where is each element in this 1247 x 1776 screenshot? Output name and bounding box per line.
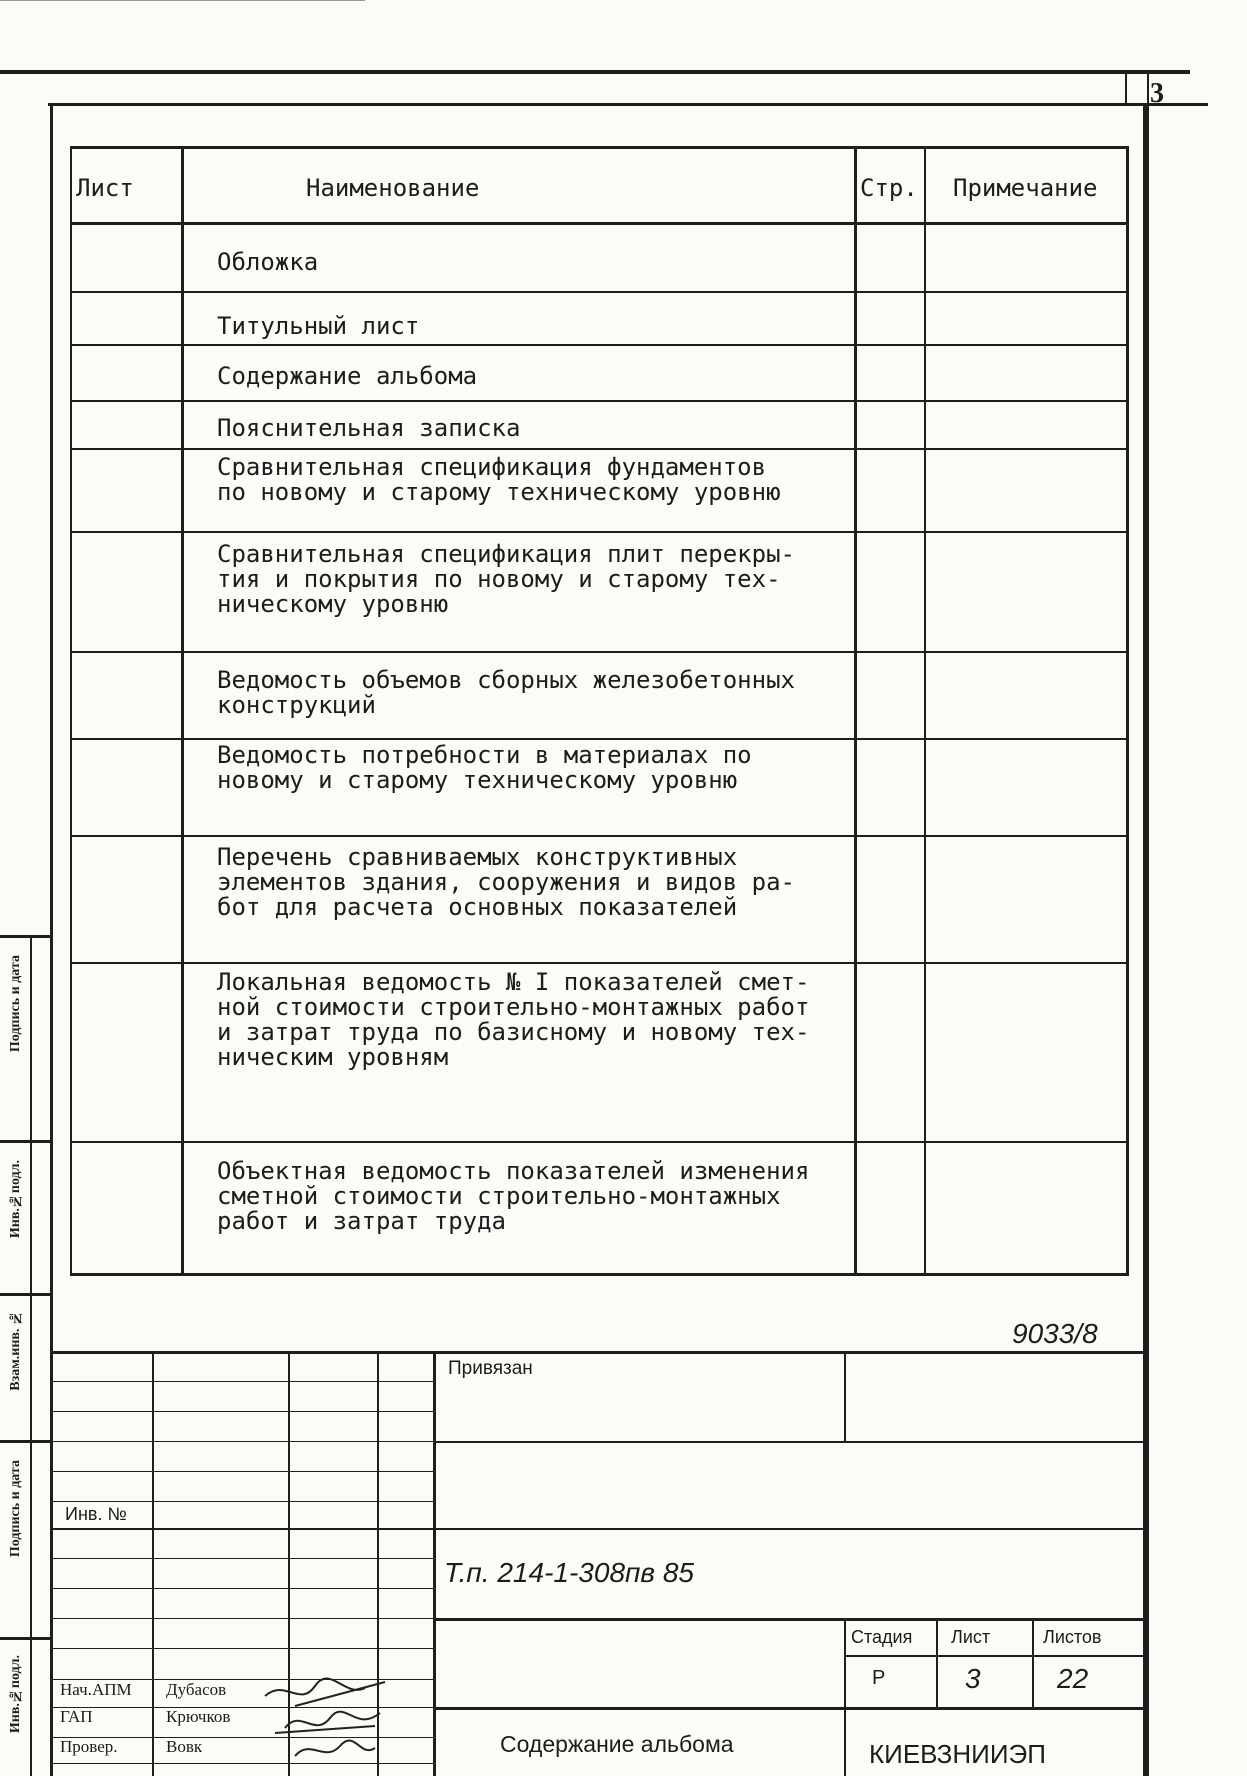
- frame-top: [0, 70, 1190, 74]
- side-label-0: Подпись и дата: [8, 955, 23, 1053]
- sheets-value: 22: [1057, 1663, 1089, 1694]
- row-name-10: Объектная ведомость показателей изменения сметной стоимости строительно-монтажных работ и затрат труда: [217, 1157, 810, 1235]
- sheet-value: 3: [965, 1663, 981, 1694]
- row-name-2: Содержание альбома: [217, 362, 478, 390]
- archive-number: 9033/8: [1012, 1318, 1098, 1349]
- staff-name-1: Крючков: [166, 1707, 231, 1726]
- sheets-label: Листов: [1043, 1627, 1102, 1647]
- document-title: Содержание альбома: [500, 1731, 734, 1757]
- side-label-4: Инв.№подл.: [8, 1655, 23, 1734]
- row-name-7: Ведомость потребности в материалах по новому и старому техническому уровню: [217, 741, 752, 794]
- row-name-5: Сравнительная спецификация плит перекры- тия и покрытия по новому и старому тех- ническому уровню: [217, 540, 795, 618]
- side-label-1: Инв.№подл.: [8, 1160, 23, 1239]
- sheet-label: Лист: [951, 1627, 991, 1647]
- side-label-3: Подпись и дата: [8, 1460, 23, 1558]
- document-code: Т.п. 214-1-308пв 85: [444, 1557, 694, 1588]
- side-label-2: Взам.инв. №: [8, 1310, 23, 1391]
- stage-label: Стадия: [851, 1627, 913, 1647]
- inv-label: Инв. №: [65, 1504, 127, 1524]
- row-name-8: Перечень сравниваемых конструктивных элементов здания, сооружения и видов ра- бот для расчета основных показателей: [217, 843, 795, 921]
- signature-scribbles: [255, 1668, 395, 1776]
- header-name: Наименование: [306, 174, 480, 202]
- staff-name-0: Дубасов: [166, 1680, 227, 1699]
- staff-role-0: Нач.АПМ: [60, 1680, 132, 1699]
- staff-name-2: Вовк: [166, 1737, 203, 1756]
- corner-number: 3: [1150, 78, 1164, 109]
- corner-box-left: [1125, 74, 1127, 106]
- row-name-9: Локальная ведомость № I показателей смет- ной стоимости строительно-монтажных работ и затрат труда по базисному и новому тех- ническим уровням: [217, 968, 810, 1071]
- header-sheet: Лист: [76, 174, 134, 202]
- header-note: Примечание: [953, 174, 1098, 202]
- attached-label: Привязан: [448, 1358, 533, 1379]
- frame-right-outer: [1147, 74, 1149, 1776]
- header-page: Стр.: [860, 174, 918, 202]
- staff-role-1: ГАП: [60, 1707, 93, 1726]
- row-name-1: Титульный лист: [217, 312, 420, 340]
- row-name-3: Пояснительная записка: [217, 414, 521, 442]
- row-name-0: Обложка: [217, 248, 319, 276]
- top-left-mark: [0, 0, 365, 1]
- stage-value: Р: [872, 1667, 886, 1689]
- row-name-4: Сравнительная спецификация фундаментов по новому и старому техническому уровню: [217, 453, 781, 506]
- organization: КИЕВЗНИИЭП: [869, 1739, 1046, 1769]
- row-name-6: Ведомость объемов сборных железобетонных конструкций: [217, 666, 795, 719]
- frame-left: [50, 103, 53, 1776]
- staff-role-2: Провер.: [60, 1737, 118, 1756]
- frame-inner-top: [48, 103, 1208, 106]
